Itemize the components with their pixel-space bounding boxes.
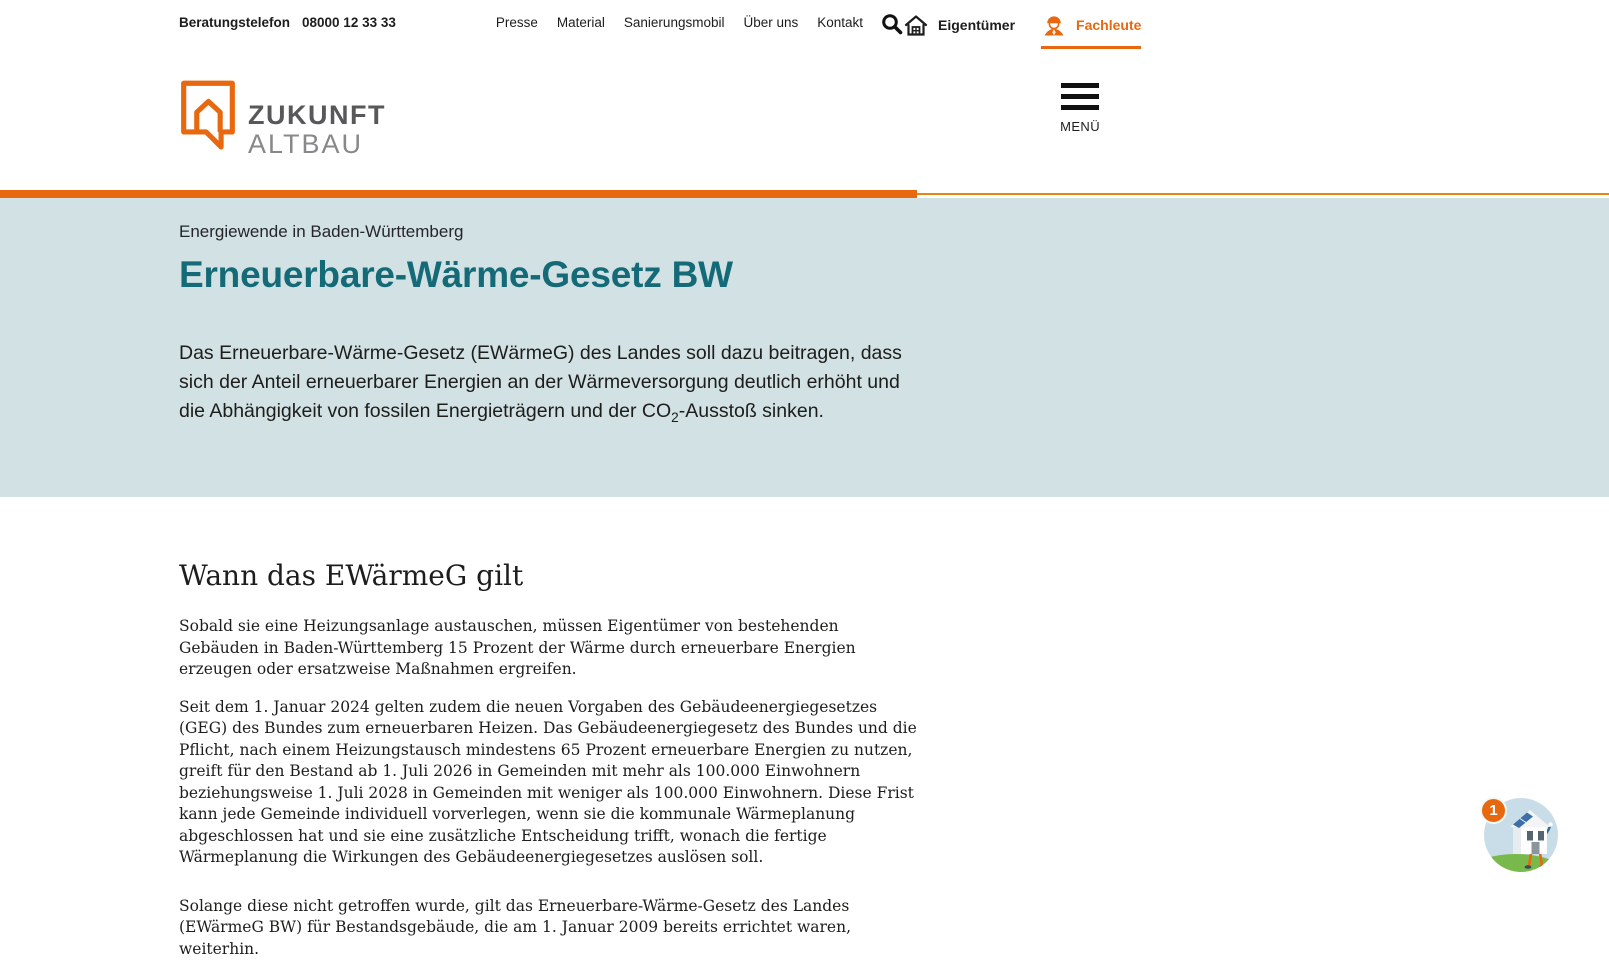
- nav-ueber-uns[interactable]: Über uns: [743, 15, 798, 30]
- menu-label: MENÜ: [1060, 119, 1100, 134]
- paragraph-1: Sobald sie eine Heizungsanlage austauschen, müssen Eigentümer von bestehenden Gebäuden in Baden-Württemberg 15 Prozent der Wärme durch erneuerbare Energien erzeugen oder ersatzweise Maßnahmen ergreifen.: [179, 616, 919, 681]
- paragraph-2: Seit dem 1. Januar 2024 gelten zudem die neuen Vorgaben des Gebäudeenergiegesetzes (GEG) des Bundes zum erneuerbaren Heizen. Das Gebäudeenergiegesetz des Bundes und die Pflicht, nach einem Heizungstausch mindestens 65 Prozent erneuerbare Energien zu nutzen, greift für den Bestand ab 1. Juli 2026 in Gemeinden mit mehr als 100.000 Einwohnern beziehungsweise 1. Juli 2028 in Gemeinden mit weniger als 100.000 Einwohnern. Diese Frist kann jede Gemeinde individuell vorverlegen, wenn sie die kommunale Wärmeplanung abgeschlossen hat und sie eine zusätzliche Entscheidung trifft, wonach die fertige Wärmeplanung die Wirkungen des Gebäudeenergiegesetzes auslösen soll.: [179, 697, 919, 869]
- hero-kicker: Energiewende in Baden-Württemberg: [179, 222, 1609, 242]
- accent-bar-thin: [917, 193, 1609, 195]
- logo-row: [0, 49, 1609, 159]
- top-bar: [0, 0, 1609, 49]
- search-button[interactable]: [881, 13, 903, 38]
- phone-label: Beratungstelefon: [179, 15, 290, 30]
- worker-icon: [1041, 13, 1067, 37]
- page-title: Erneuerbare-Wärme-Gesetz BW: [179, 254, 1609, 296]
- tab-eigentuemer-label: Eigentümer: [938, 17, 1015, 33]
- co2-subscript: 2: [671, 410, 679, 425]
- nav-presse[interactable]: Presse: [496, 15, 538, 30]
- hero-intro: [179, 339, 924, 432]
- audience-tabs: [903, 13, 1141, 49]
- site-header: [0, 0, 1609, 190]
- logo-text: [248, 101, 386, 159]
- phone-number: 08000 12 33 33: [302, 15, 396, 30]
- hero-intro-text-end: -Ausstoß sinken.: [679, 400, 824, 422]
- nav-sanierungsmobil[interactable]: Sanierungsmobil: [624, 15, 725, 30]
- search-icon: [881, 13, 903, 35]
- logo-house-bubble-icon: [179, 77, 237, 155]
- nav-material[interactable]: Material: [557, 15, 605, 30]
- service-phone: [179, 13, 396, 30]
- paragraph-3: Solange diese nicht getroffen wurde, gilt das Erneuerbare-Wärme-Gesetz des Landes (EWärmeG BW) für Bestandsgebäude, die am 1. Januar 2009 bereits errichtet waren, weiterhin.: [179, 896, 919, 960]
- top-nav: [496, 13, 863, 30]
- main-content: [0, 559, 1609, 960]
- nav-kontakt[interactable]: Kontakt: [817, 15, 863, 30]
- house-icon: [903, 13, 929, 37]
- tab-eigentuemer[interactable]: [903, 13, 1015, 49]
- hero-intro-text: Das Erneuerbare-Wärme-Gesetz (EWärmeG) des Landes soll dazu beitragen, dass sich der Anteil erneuerbarer Energien an der Wärmeversorgung deutlich erhöht und die Abhängigkeit von fossilen Energieträgern und der CO: [179, 342, 902, 422]
- menu-button[interactable]: [1060, 83, 1100, 134]
- notification-badge: 1: [1480, 797, 1507, 824]
- accent-bar-thick: [0, 190, 917, 198]
- section-title: Wann das EWärmeG gilt: [179, 559, 1609, 592]
- logo[interactable]: [179, 77, 386, 159]
- logo-line2: ALTBAU: [248, 130, 386, 159]
- tab-fachleute-label: Fachleute: [1076, 17, 1141, 33]
- logo-line1: ZUKUNFT: [248, 101, 386, 130]
- tab-fachleute[interactable]: [1041, 13, 1141, 49]
- chat-widget-button[interactable]: [1483, 797, 1559, 873]
- accent-bar: [0, 190, 1609, 198]
- hamburger-icon: [1061, 83, 1099, 116]
- hero-section: [0, 198, 1609, 497]
